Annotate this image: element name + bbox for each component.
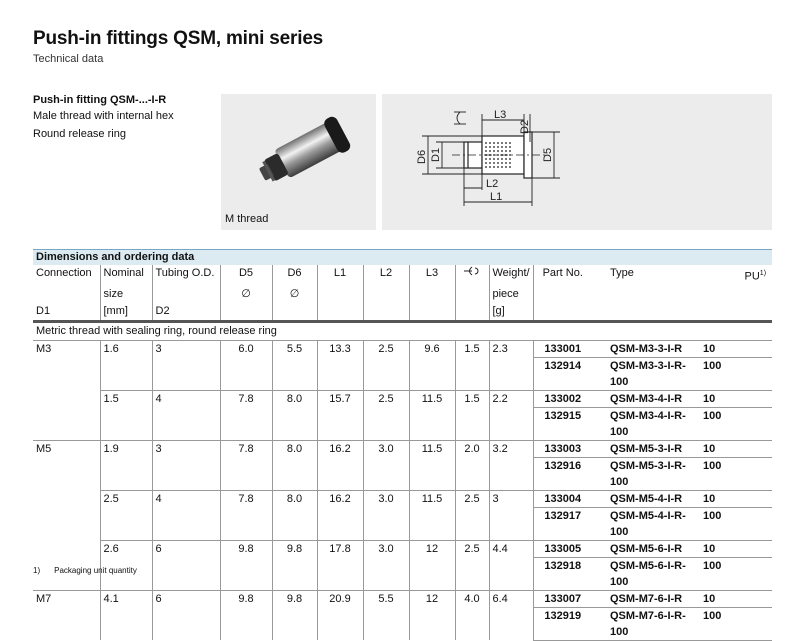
cell-tubing: 4 (152, 490, 220, 540)
cell-part-no: 133002 (533, 390, 589, 407)
cell-type: QSM-M7-6-I-R (589, 590, 700, 607)
cell-pu: 10 (700, 540, 772, 557)
cell-hex: 1.5 (455, 340, 489, 390)
dimension-drawing (382, 94, 772, 230)
product-photo (221, 94, 376, 230)
footnote-number: 1) (33, 566, 41, 575)
cell-tubing: 6 (152, 540, 220, 590)
label-d6: D6 (416, 149, 428, 164)
cell-part-no: 132917 (533, 507, 589, 540)
cell-nominal: 4.1 (100, 590, 152, 640)
hdr-l2: L2 (363, 265, 409, 286)
cell-nominal: 2.5 (100, 490, 152, 540)
cell-l2: 2.5 (363, 340, 409, 390)
cell-l3: 12 (409, 540, 455, 590)
hdr-tubing: Tubing O.D. (152, 265, 220, 286)
cell-weight: 2.2 (489, 390, 533, 440)
cell-l1: 20.9 (317, 590, 363, 640)
cell-l1: 16.2 (317, 440, 363, 490)
cell-weight: 4.4 (489, 540, 533, 590)
cell-d6: 8.0 (272, 490, 317, 540)
hdr-l1: L1 (317, 265, 363, 286)
label-l2: L2 (486, 178, 499, 190)
page-subtitle: Technical data (33, 53, 104, 65)
cell-l3: 11.5 (409, 440, 455, 490)
cell-d5: 6.0 (220, 340, 272, 390)
product-desc-1: Male thread with internal hex (33, 110, 174, 122)
cell-part-no: 132919 (533, 607, 589, 640)
footnote (33, 566, 137, 575)
cell-weight: 3 (489, 490, 533, 540)
cell-l3: 11.5 (409, 490, 455, 540)
cell-l1: 15.7 (317, 390, 363, 440)
hdr-d2: D2 (152, 303, 220, 322)
cell-l2: 5.5 (363, 590, 409, 640)
cell-l1: 17.8 (317, 540, 363, 590)
cell-tubing: 4 (152, 390, 220, 440)
cell-type: QSM-M3-3-I-R-100 (589, 357, 700, 390)
table-row (33, 590, 772, 607)
cell-connection (33, 390, 100, 440)
hdr-piece: piece (489, 286, 533, 303)
cell-d6: 9.8 (272, 590, 317, 640)
hdr-pu-sup: 1) (759, 270, 767, 277)
table-row (33, 490, 772, 507)
hdr-d6-diameter: ∅ (272, 286, 317, 303)
cell-hex: 1.5 (455, 390, 489, 440)
cell-pu: 10 (700, 440, 772, 457)
hdr-size: size (100, 286, 152, 303)
label-l3: L3 (494, 109, 507, 121)
cell-d6: 9.8 (272, 540, 317, 590)
hdr-nominal: Nominal (100, 265, 152, 286)
cell-part-no: 133001 (533, 340, 589, 357)
cell-type: QSM-M3-4-I-R-100 (589, 407, 700, 440)
cell-l3: 12 (409, 590, 455, 640)
cell-hex: 4.0 (455, 590, 489, 640)
cell-type: QSM-M3-4-I-R (589, 390, 700, 407)
cell-l2: 2.5 (363, 390, 409, 440)
cell-type: QSM-M5-3-I-R-100 (589, 457, 700, 490)
hdr-d6: D6 (272, 265, 317, 286)
cell-type: QSM-M7-6-I-R-100 (589, 607, 700, 640)
cell-l3: 9.6 (409, 340, 455, 390)
cell-pu: 10 (700, 390, 772, 407)
cell-d5: 9.8 (220, 540, 272, 590)
cell-d5: 7.8 (220, 390, 272, 440)
label-d5: D5 (542, 147, 554, 162)
cell-part-no: 132914 (533, 357, 589, 390)
cell-part-no: 132918 (533, 557, 589, 590)
cell-pu: 100 (700, 407, 772, 440)
hdr-d5: D5 (220, 265, 272, 286)
cell-type: QSM-M3-3-I-R (589, 340, 700, 357)
technical-drawing (382, 94, 772, 230)
cell-connection: M7 (33, 590, 100, 640)
cell-part-no: 132915 (533, 407, 589, 440)
cell-type: QSM-M5-6-I-R-100 (589, 557, 700, 590)
hdr-pu-label: PU (744, 270, 760, 283)
cell-nominal: 2.6 (100, 540, 152, 590)
hex-wrench-icon (455, 265, 489, 286)
cell-weight: 2.3 (489, 340, 533, 390)
cell-hex: 2.5 (455, 490, 489, 540)
cell-pu: 100 (700, 457, 772, 490)
table-row (33, 340, 772, 357)
cell-connection: M5 (33, 440, 100, 490)
hdr-mm: [mm] (100, 303, 152, 322)
hdr-d5-diameter: ∅ (220, 286, 272, 303)
cell-weight: 6.4 (489, 590, 533, 640)
cell-l3: 11.5 (409, 390, 455, 440)
cell-part-no: 132916 (533, 457, 589, 490)
cell-part-no: 133005 (533, 540, 589, 557)
cell-l1: 16.2 (317, 490, 363, 540)
ordering-table (33, 249, 772, 641)
table-title: Dimensions and ordering data (33, 250, 772, 266)
cell-d5: 9.8 (220, 590, 272, 640)
label-d1: D1 (430, 147, 442, 162)
cell-type: QSM-M5-3-I-R (589, 440, 700, 457)
cell-nominal: 1.6 (100, 340, 152, 390)
section-header: Metric thread with sealing ring, round release ring (33, 321, 772, 340)
cell-nominal: 1.9 (100, 440, 152, 490)
hdr-g: [g] (489, 303, 533, 322)
cell-pu: 10 (700, 490, 772, 507)
cell-pu: 100 (700, 557, 772, 590)
label-l1: L1 (490, 191, 503, 203)
cell-type: QSM-M5-4-I-R (589, 490, 700, 507)
cell-l2: 3.0 (363, 540, 409, 590)
hdr-weight: Weight/ (489, 265, 533, 286)
fitting-photo-image (221, 94, 376, 212)
cell-weight: 3.2 (489, 440, 533, 490)
cell-pu: 100 (700, 607, 772, 640)
cell-l1: 13.3 (317, 340, 363, 390)
cell-pu: 10 (700, 590, 772, 607)
cell-pu: 10 (700, 340, 772, 357)
cell-pu: 100 (700, 507, 772, 540)
photo-caption: M thread (225, 213, 269, 225)
table-row (33, 440, 772, 457)
cell-d6: 8.0 (272, 390, 317, 440)
hdr-l3: L3 (409, 265, 455, 286)
cell-part-no: 133003 (533, 440, 589, 457)
cell-connection (33, 490, 100, 540)
cell-type: QSM-M5-6-I-R (589, 540, 700, 557)
cell-l2: 3.0 (363, 440, 409, 490)
hdr-connection: Connection (36, 267, 92, 279)
cell-tubing: 3 (152, 340, 220, 390)
cell-connection: M3 (33, 340, 100, 390)
table-row (33, 540, 772, 557)
cell-hex: 2.0 (455, 440, 489, 490)
cell-nominal: 1.5 (100, 390, 152, 440)
hdr-part-no: Part No. (533, 265, 589, 286)
cell-part-no: 133004 (533, 490, 589, 507)
cell-pu: 100 (700, 357, 772, 390)
cell-d5: 7.8 (220, 490, 272, 540)
footnote-text: Packaging unit quantity (54, 566, 137, 575)
cell-l2: 3.0 (363, 490, 409, 540)
cell-hex: 2.5 (455, 540, 489, 590)
cell-tubing: 3 (152, 440, 220, 490)
product-desc-2: Round release ring (33, 128, 126, 140)
cell-d6: 5.5 (272, 340, 317, 390)
hdr-pu (700, 265, 772, 286)
cell-part-no: 133007 (533, 590, 589, 607)
cell-type: QSM-M5-4-I-R-100 (589, 507, 700, 540)
label-d2: D2 (519, 119, 531, 134)
cell-d5: 7.8 (220, 440, 272, 490)
product-name: Push-in fitting QSM-...-I-R (33, 94, 167, 106)
page-title: Push-in fittings QSM, mini series (33, 28, 324, 49)
hdr-d1: D1 (36, 304, 51, 317)
hdr-type: Type (610, 267, 634, 279)
cell-d6: 8.0 (272, 440, 317, 490)
table-row (33, 390, 772, 407)
cell-tubing: 6 (152, 590, 220, 640)
